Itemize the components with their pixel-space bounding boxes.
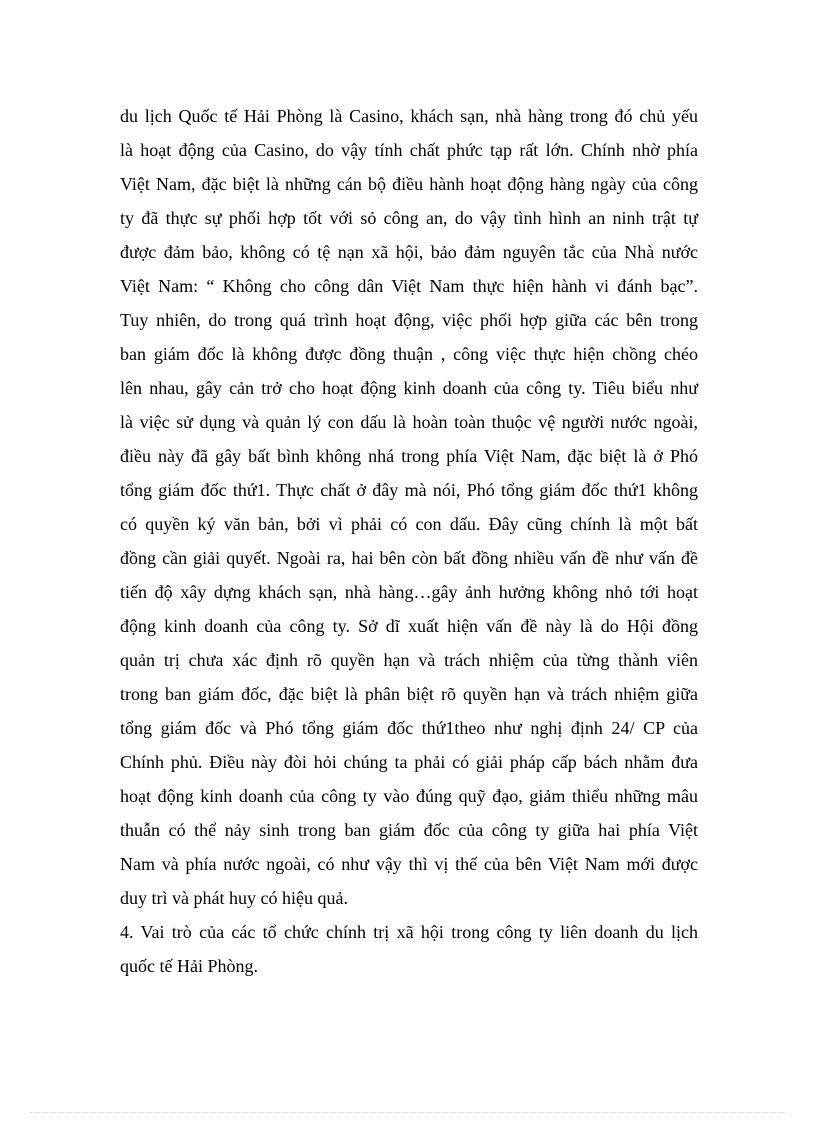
paragraph-line: là việc sử dụng và quản lý con dấu là hoàn toàn thuộc vệ người nước ngoài, [120,412,698,432]
paragraph-line: quản trị chưa xác định rõ quyền hạn và trách nhiệm của từng thành viên [120,650,698,670]
paragraph-line: là hoạt động của Casino, do vậy tính chất phức tạp rất lớn. Chính nhờ phía [120,140,698,160]
paragraph-line: có quyền ký văn bản, bởi vì phải có con dấu. Đây cũng chính là một bất [120,514,698,534]
paragraph-line: Nam và phía nước ngoài, có như vậy thì vị thế của bên Việt Nam mới được [120,854,698,874]
paragraph-line: trong ban giám đốc, đặc biệt là phân biệt rõ quyền hạn và trách nhiệm giữa [120,684,698,704]
page-bottom-divider [30,1112,786,1113]
paragraph-line: Tuy nhiên, do trong quá trình hoạt động, việc phối hợp giữa các bên trong [120,310,698,330]
paragraph-line: Việt Nam, đặc biệt là những cán bộ điều hành hoạt động hàng ngày của công [120,174,698,194]
section-heading-last-line: quốc tế Hải Phòng. [120,956,258,976]
paragraph-line: lên nhau, gây cản trở cho hoạt động kinh doanh của công ty. Tiêu biểu như [120,378,698,398]
section-heading-line: 4. Vai trò của các tổ chức chính trị xã hội trong công ty liên doanh du lịch [120,922,698,942]
paragraph-line: động kinh doanh của công ty. Sở dĩ xuất hiện vấn đề này là do Hội đồng [120,616,698,636]
paragraph-line: điều này đã gây bất bình không nhá trong phía Việt Nam, đặc biệt là ở Phó [120,446,698,466]
paragraph-line: tổng giám đốc và Phó tổng giám đốc thứ1theo như nghị định 24/ CP của [120,718,698,738]
paragraph-line: Việt Nam: “ Không cho công dân Việt Nam thực hiện hành vi đánh bạc”. [120,276,698,296]
paragraph-line: ban giám đốc là không được đồng thuận , công việc thực hiện chồng chéo [120,344,698,364]
paragraph-last-line: duy trì và phát huy có hiệu quả. [120,888,348,908]
paragraph-line: thuẫn có thể nảy sinh trong ban giám đốc của công ty giữa hai phía Việt [120,820,698,840]
paragraph-line: ty đã thực sự phối hợp tốt với sỏ công an, do vậy tình hình an ninh trật tự [120,208,698,228]
body-text [120,99,698,983]
paragraph-line: tiến độ xây dựng khách sạn, nhà hàng…gây ảnh hưởng không nhỏ tới hoạt [120,582,698,602]
paragraph-line: hoạt động kinh doanh của công ty vào đúng quỹ đạo, giảm thiểu những mâu [120,786,698,806]
paragraph-line: tổng giám đốc thứ1. Thực chất ở đây mà nói, Phó tổng giám đốc thứ1 không [120,480,698,500]
paragraph-line: du lịch Quốc tế Hải Phòng là Casino, khách sạn, nhà hàng trong đó chủ yếu [120,106,698,126]
paragraph-line: được đảm bảo, không có tệ nạn xã hội, bảo đảm nguyên tắc của Nhà nước [120,242,698,262]
paragraph-line: đồng cần giải quyết. Ngoài ra, hai bên còn bất đồng nhiều vấn đề như vấn đề [120,548,698,568]
paragraph-line: Chính phủ. Điều này đòi hỏi chúng ta phải có giải pháp cấp bách nhằm đưa [120,752,698,772]
